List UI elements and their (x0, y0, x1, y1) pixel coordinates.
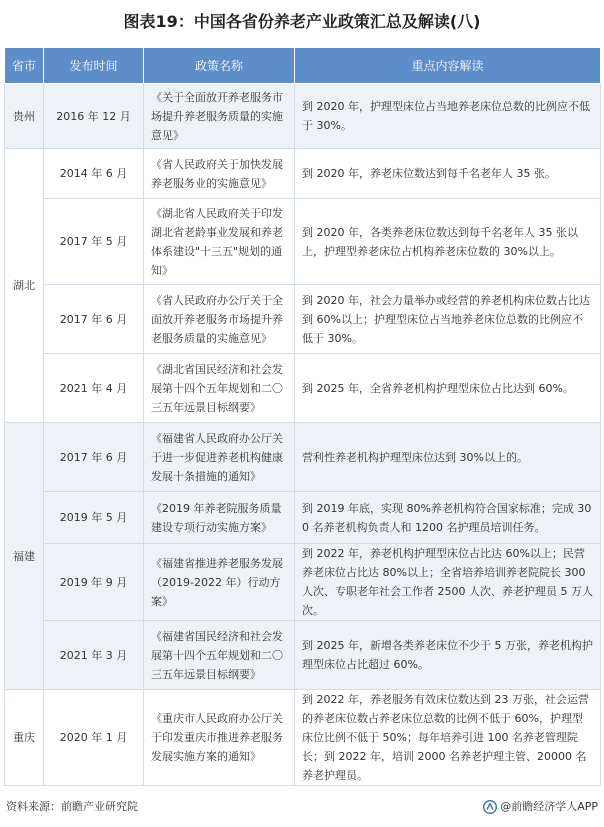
date-cell: 2014 年 6 月 (44, 149, 144, 199)
policy-name-cell: 《重庆市人民政府办公厅关于印发重庆市推进养老服务发展实施方案的通知》 (144, 690, 295, 786)
policy-name-cell: 《关于全面放开养老服务市场提升养老服务质量的实施意见》 (144, 84, 295, 149)
content-cell: 到 2022 年，养老机构护理型床位占比达 60%以上；民营养老床位占比达 80%以上；全省培养培训养老院院长 300 人次、专职老年社会工作者 2500 人次、养老护理员 5 万人次。 (295, 544, 601, 621)
table-row (5, 285, 601, 354)
province-cell: 重庆 (5, 690, 44, 786)
date-cell: 2016 年 12 月 (44, 84, 144, 149)
policy-name-cell: 《省人民政府关于加快发展养老服务业的实施意见》 (144, 149, 295, 199)
table-body (5, 84, 601, 786)
date-cell: 2017 年 6 月 (44, 423, 144, 492)
table-header-row (5, 48, 601, 84)
table-row (5, 621, 601, 690)
content-cell: 到 2025 年，全省养老机构护理型床位占比达到 60%。 (295, 354, 601, 423)
page-title: 图表19：中国各省份养老产业政策汇总及解读(八) (123, 12, 481, 31)
brand-mark (483, 798, 598, 816)
date-cell: 2021 年 4 月 (44, 354, 144, 423)
content-cell: 到 2020 年，各类养老床位数达到每千名老年人 35 张以上，护理型养老床位占机构养老床位数的 30%以上。 (295, 199, 601, 285)
date-cell: 2021 年 3 月 (44, 621, 144, 690)
date-cell: 2017 年 6 月 (44, 285, 144, 354)
table-row (5, 544, 601, 621)
content-cell: 到 2020 年，护理型床位占当地养老床位总数的比例应不低于 30%。 (295, 84, 601, 149)
content-cell: 到 2019 年底，实现 80%养老机构符合国家标准；完成 300 名养老机构负责人和 1200 名护理员培训任务。 (295, 492, 601, 544)
content-cell: 到 2022 年，养老服务有效床位数达到 23 万张，社会运营的养老床位数占养老床位总数的比例不低于 60%，护理型床位比例不低于 50%；每年培养引进 100 名养老管理院长；到 2022 年，培训 2000 名养老护理主管、20000 名养老护理员。 (295, 690, 601, 786)
source-note: 资料来源：前瞻产业研究院 (6, 800, 138, 813)
policy-name-cell: 《福建省推进养老服务发展（2019-2022 年）行动方案》 (144, 544, 295, 621)
province-cell: 福建 (5, 423, 44, 690)
date-cell: 2019 年 9 月 (44, 544, 144, 621)
table-row (5, 149, 601, 199)
table-row (5, 492, 601, 544)
policy-name-cell: 《福建省国民经济和社会发展第十四个五年规划和二〇三五年远景目标纲要》 (144, 621, 295, 690)
header-province: 省市 (5, 48, 44, 84)
table-row (5, 354, 601, 423)
content-cell: 到 2025 年，新增各类养老床位不少于 5 万张，养老机构护理型床位占比超过 60%。 (295, 621, 601, 690)
header-content: 重点内容解读 (295, 48, 601, 84)
content-cell: 到 2020 年，养老床位数达到每千名老年人 35 张。 (295, 149, 601, 199)
table-row (5, 199, 601, 285)
content-cell: 营利性养老机构护理型床位达到 30%以上的。 (295, 423, 601, 492)
header-policy: 政策名称 (144, 48, 295, 84)
date-cell: 2019 年 5 月 (44, 492, 144, 544)
policy-name-cell: 《2019 年养老院服务质量建设专项行动实施方案》 (144, 492, 295, 544)
date-cell: 2020 年 1 月 (44, 690, 144, 786)
brand-logo-icon (483, 800, 497, 814)
province-cell: 贵州 (5, 84, 44, 149)
footer (6, 798, 598, 816)
table-row (5, 690, 601, 786)
header-date: 发布时间 (44, 48, 144, 84)
brand-label: @前瞻经济学人APP (500, 800, 598, 813)
policy-name-cell: 《省人民政府办公厅关于全面放开养老服务市场提升养老服务质量的实施意见》 (144, 285, 295, 354)
policy-table (4, 47, 601, 786)
table-row (5, 84, 601, 149)
content-cell: 到 2020 年，社会力量举办或经营的养老机构床位数占比达到 60%以上；护理型床位占当地养老床位总数的比例应不低于 30%。 (295, 285, 601, 354)
policy-name-cell: 《湖北省国民经济和社会发展第十四个五年规划和二〇三五年远景目标纲要》 (144, 354, 295, 423)
table-row (5, 423, 601, 492)
date-cell: 2017 年 5 月 (44, 199, 144, 285)
policy-name-cell: 《福建省人民政府办公厅关于进一步促进养老机构健康发展十条措施的通知》 (144, 423, 295, 492)
policy-name-cell: 《湖北省人民政府关于印发湖北省老龄事业发展和养老体系建设"十三五"规划的通知》 (144, 199, 295, 285)
province-cell: 湖北 (5, 149, 44, 423)
